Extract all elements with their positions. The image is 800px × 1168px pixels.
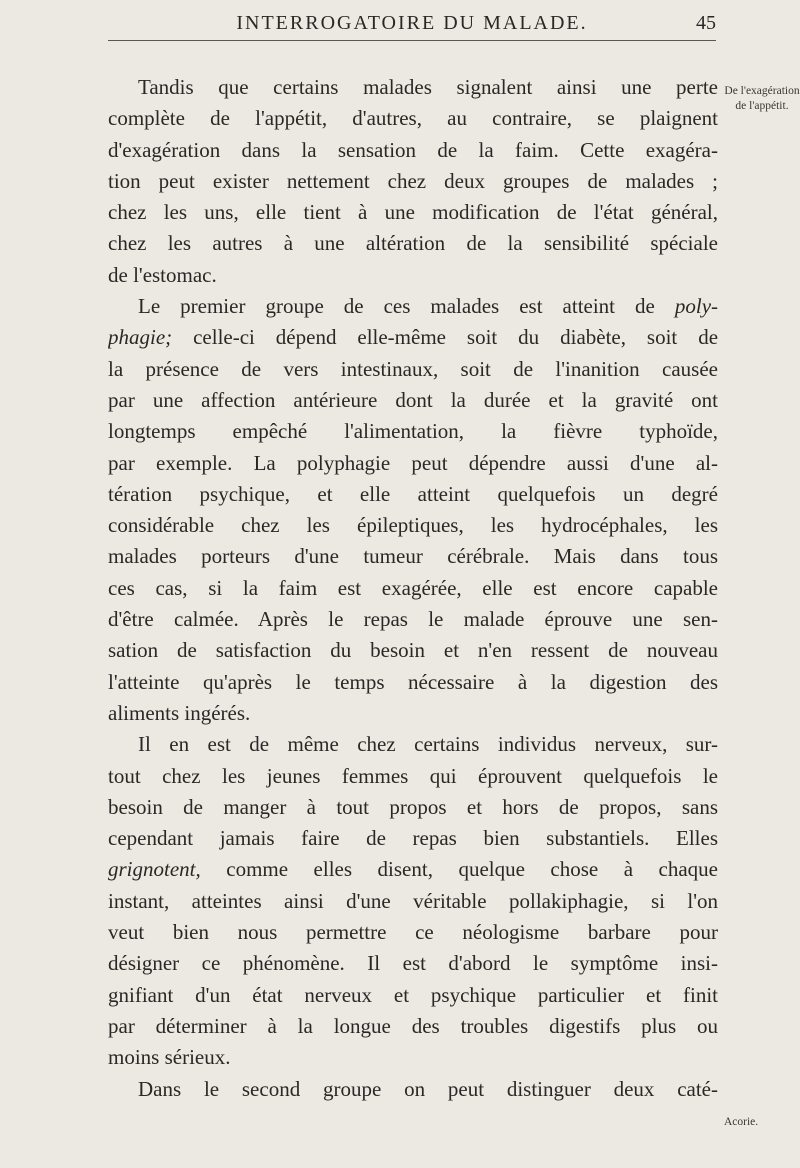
text-line: d'être calmée. Après le repas le malade éprouve une sen- [108,607,718,632]
text-line: considérable chez les épileptiques, les hydrocéphales, les [108,513,718,538]
text-line: malades porteurs d'une tumeur cérébrale. Mais dans tous [108,544,718,569]
text-line: longtemps empêché l'alimentation, la fièvre typhoïde, [108,419,718,444]
header-rule [108,40,716,41]
text-line: gnifiant d'un état nerveux et psychique particulier et finit [108,982,718,1007]
text-line: sation de satisfaction du besoin et n'en ressent de nouveau [108,638,718,663]
running-head [108,8,716,42]
text-line: Il en est de même chez certains individus nerveux, sur- [138,732,718,757]
text-line: cependant jamais faire de repas bien substantiels. Elles [108,826,718,851]
text-line: Tandis que certains malades signalent ainsi une perte [138,75,718,99]
italic-term-grignotent: grignotent, [108,857,201,882]
italic-term-polyphagie-part1: poly- [674,294,718,319]
page-number: 45 [696,12,716,34]
text-segment: comme elles disent, quelque chose à chaque [226,857,718,882]
text-line: chez les uns, elle tient à une modification de l'état général, [108,200,718,225]
text-segment: celle-ci dépend elle-même soit du diabète, soit de [193,325,718,350]
text-line: l'atteinte qu'après le temps nécessaire à la digestion des [108,669,718,694]
text-line: Dans le second groupe on peut distinguer deux caté- [138,1076,718,1101]
text-line: instant, atteintes ainsi d'une véritable pollakiphagie, si l'on [108,888,718,913]
italic-term-polyphagie-part2: phagie; [108,325,173,350]
text-line: chez les autres à une altération de la sensibilité spéciale [108,231,718,256]
text-line [108,291,718,322]
text-line: veut bien nous permettre ce néologisme barbare pour [108,920,718,945]
text-segment: Le premier groupe de ces malades est atteint de [138,294,655,319]
text-line: par une affection antérieure dont la durée et la gravité ont [108,387,718,412]
margin-note-appetite: De l'exagération de l'appétit. [724,85,800,112]
text-line: par déterminer à la longue des troubles digestifs plus ou [108,1013,718,1038]
text-line: besoin de manger à tout propos et hors de propos, sans [108,794,718,819]
text-line: d'exagération dans la sensation de la faim. Cette exagéra- [108,137,718,162]
text-line: tération psychique, et elle atteint quelquefois un degré [108,481,718,506]
text-line: la présence de vers intestinaux, soit de l'inanition causée [108,356,718,381]
text-line: de l'estomac. [108,262,217,287]
body-text [108,72,718,1105]
text-line: désigner ce phénomène. Il est d'abord le symptôme insi- [108,951,718,976]
text-line: tout chez les jeunes femmes qui éprouvent quelquefois le [108,763,718,788]
text-line [108,854,718,885]
text-line: aliments ingérés. [108,700,251,725]
running-title: INTERROGATOIRE DU MALADE. [236,12,588,34]
text-line: complète de l'appétit, d'autres, au contraire, se plaignent [108,106,718,131]
text-line: ces cas, si la faim est exagérée, elle est encore capable [108,575,718,600]
text-line: par exemple. La polyphagie peut dépendre aussi d'une al- [108,450,718,475]
text-line: tion peut exister nettement chez deux groupes de malades ; [108,168,718,193]
margin-note-acorie: Acorie. [724,1116,759,1128]
text-line [108,322,718,353]
text-line: moins sérieux. [108,1045,231,1070]
